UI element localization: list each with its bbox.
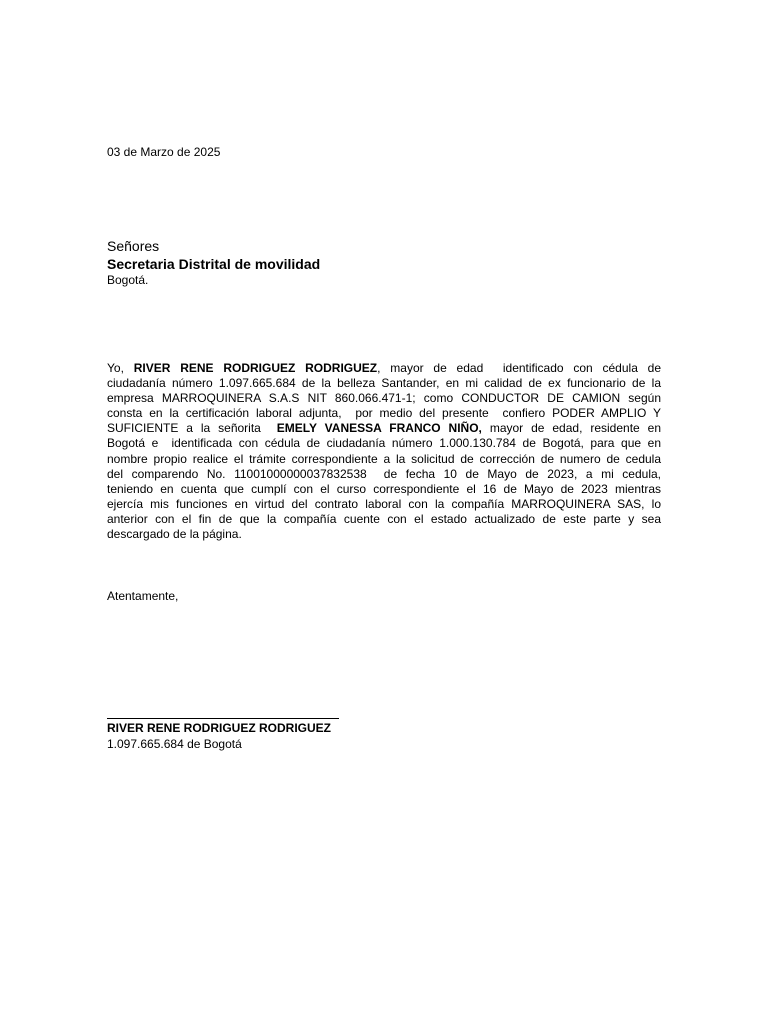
- grantor-name: RIVER RENE RODRIGUEZ RODRIGUEZ: [133, 361, 378, 375]
- signature-name: RIVER RENE RODRIGUEZ RODRIGUEZ: [107, 721, 332, 735]
- body-line: [107, 391, 661, 406]
- signature-line: [107, 718, 339, 719]
- salutation: Señores: [107, 238, 160, 254]
- body-line: [107, 421, 661, 436]
- body-line: [107, 527, 661, 542]
- body-text-segment: SUFICIENTE a la señorita: [107, 421, 277, 436]
- attorney-name: EMELY VANESSA FRANCO NIÑO,: [276, 421, 482, 436]
- body-text-segment: consta en la certificación laboral adjunta, por medio del presente confiero PODER AMPLIO Y: [107, 406, 661, 421]
- recipient-institution: Secretaria Distrital de movilidad: [107, 256, 321, 272]
- body-text-segment: empresa MARROQUINERA S.A.S NIT 860.066.471-1; como CONDUCTOR DE CAMION según: [107, 391, 661, 406]
- body-text-segment: del comparendo No. 11001000000037832538 de fecha 10 de Mayo de 2023, a mi cedula,: [107, 466, 661, 481]
- body-line: [107, 376, 661, 391]
- body-line: [107, 512, 661, 527]
- signature-id: 1.097.665.684 de Bogotá: [107, 737, 242, 751]
- body-line: [107, 482, 661, 497]
- body-text-segment: Bogotá e identificada con cédula de ciudadanía número 1.000.130.784 de Bogotá, para que en: [107, 436, 661, 451]
- recipient-block: [107, 237, 320, 288]
- body-text-segment: mayor de edad, residente en: [481, 421, 661, 436]
- body-line: [107, 436, 661, 451]
- body-text-segment: ciudadanía número 1.097.665.684 de la belleza Santander, en mi calidad de ex funcionario de la: [107, 376, 661, 391]
- body-text-segment: teniendo en cuenta que cumplí con el curso correspondiente el 16 de Mayo de 2023 mientras: [107, 481, 661, 496]
- letter-date: 03 de Marzo de 2025: [107, 145, 221, 159]
- body-line: [107, 467, 661, 482]
- body-text-segment: nombre propio realice el trámite correspondiente a la solicitud de corrección de numero de cedula: [107, 451, 661, 466]
- closing: Atentamente,: [107, 589, 179, 603]
- letter-body: [107, 361, 661, 542]
- body-text-segment: ejercía mis funciones en virtud del contrato laboral con la compañía MARROQUINERA SAS, lo: [107, 496, 661, 511]
- body-line: [107, 497, 661, 512]
- body-line: [107, 452, 661, 467]
- recipient-city: Bogotá.: [107, 273, 149, 287]
- body-text-segment: Yo,: [107, 361, 134, 375]
- body-text-segment: , mayor de edad identificado con cédula de: [377, 361, 662, 375]
- body-text-segment: descargado de la página.: [107, 527, 242, 542]
- body-line: [107, 361, 661, 376]
- body-line: [107, 406, 661, 421]
- body-text-segment: anterior con el fin de que la compañía cuente con el estado actualizado de este parte y sea: [107, 511, 661, 526]
